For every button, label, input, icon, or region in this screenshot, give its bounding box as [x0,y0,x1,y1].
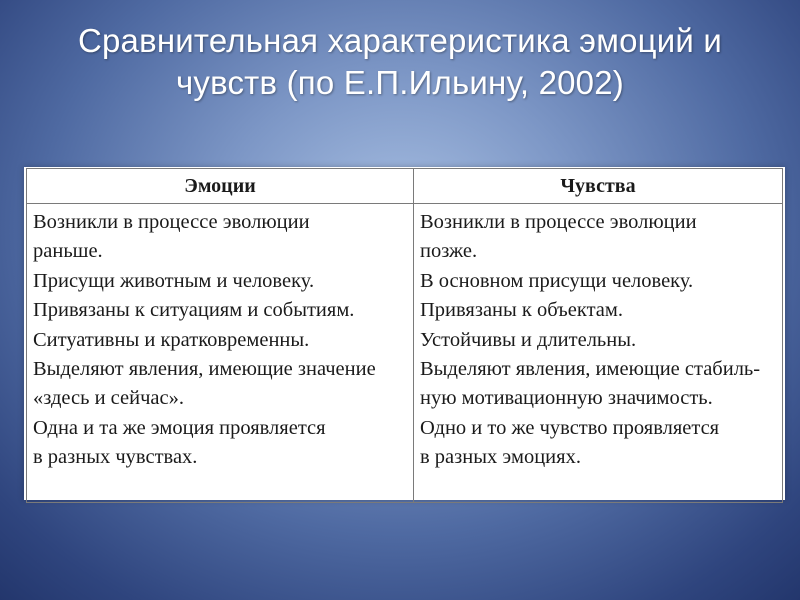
emotions-line: Привязаны к ситуациям и событиям. [33,299,355,322]
feelings-line: Выделяют явления, имеющие стабиль- [420,358,761,381]
feelings-line: Устойчивы и длительны. [420,328,637,351]
feelings-line: в разных эмоциях. [420,446,581,469]
emotions-line: Одна и та же эмоция проявляется [33,416,326,439]
feelings-line: Привязаны к объектам. [420,299,623,322]
table-row [27,204,783,503]
feelings-line: ную мотивационную значимость. [420,387,713,410]
emotions-line: Возникли в процессе эволюции [33,211,310,233]
slide-title-line-2: чувств (по Е.П.Ильину, 2002) [176,64,624,101]
feelings-line: Одно и то же чувство проявляется [420,416,720,439]
emotions-line: раньше. [33,240,103,263]
emotions-line: Выделяют явления, имеющие значение [33,358,376,381]
table-header-row [27,169,783,204]
header-emotions: Эмоции [27,169,414,204]
emotions-line: «здесь и сейчас». [33,387,184,410]
comparison-table-panel [24,167,785,500]
slide-title [0,20,800,104]
emotions-line: в разных чувствах. [33,446,198,469]
feelings-line: позже. [420,240,478,263]
feelings-line: Возникли в процессе эволюции [420,211,697,233]
emotions-line: Присущи животным и человеку. [33,269,315,292]
emotions-line: Ситуативны и кратковременны. [33,328,310,351]
header-feelings: Чувства [414,169,783,204]
slide-title-line-1: Сравнительная характеристика эмоций и [77,22,723,59]
feelings-line: В основном присущи человеку. [420,269,694,292]
emotions-cell [27,204,414,503]
feelings-cell [414,204,783,503]
comparison-table [26,168,783,503]
